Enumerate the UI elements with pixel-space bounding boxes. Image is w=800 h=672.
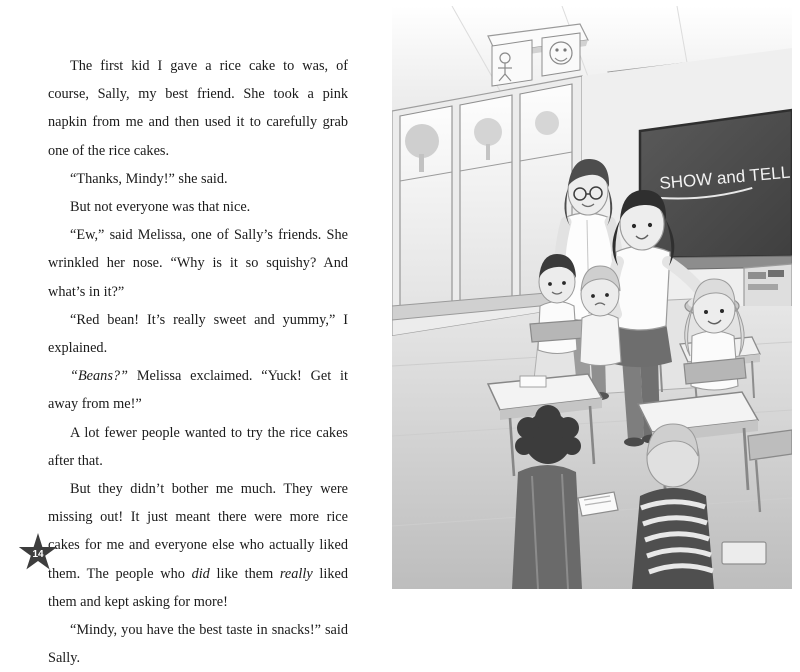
paragraph: “Beans?” Melissa exclaimed. “Yuck! Get it away from me!” bbox=[48, 368, 348, 413]
left-text-page bbox=[0, 0, 392, 667]
classroom-scene-svg bbox=[392, 6, 792, 589]
paragraph: “Thanks, Mindy!” she said. bbox=[70, 170, 228, 187]
paragraph: But they didn’t bother me much. They were missing out! It just meant there were more rice cakes for me and everyone else who actually liked them. The people who did like them really liked them and kept asking for more! bbox=[48, 481, 348, 610]
paragraph: A lot fewer people wanted to try the rice cakes after that. bbox=[48, 424, 348, 469]
page-number-badge bbox=[18, 533, 58, 573]
paragraph: “Red bean! It’s really sweet and yummy,” I explained. bbox=[48, 311, 348, 357]
wall-poster bbox=[492, 40, 532, 86]
chalkboard-text: SHOW and TELL bbox=[658, 162, 791, 193]
wall-poster bbox=[542, 33, 580, 76]
chalkboard bbox=[640, 110, 792, 270]
paragraph: “Mindy, you have the best taste in snacks!” said Sally. bbox=[48, 622, 348, 667]
right-illustration-page bbox=[392, 0, 800, 595]
paragraph: “Ew,” said Melissa, one of Sally’s friends. She wrinkled her nose. “Why is it so squishy? And what’s in it?” bbox=[48, 227, 348, 300]
paragraph: But not everyone was that nice. bbox=[70, 199, 251, 216]
page-number: 14 bbox=[32, 549, 44, 560]
paragraph: The first kid I gave a rice cake to was, of course, Sally, my best friend. She took a pink napkin from me and then used it to carefully grab one of the rice cakes. bbox=[48, 58, 348, 159]
story-text bbox=[48, 52, 348, 672]
classroom-illustration bbox=[392, 6, 792, 589]
